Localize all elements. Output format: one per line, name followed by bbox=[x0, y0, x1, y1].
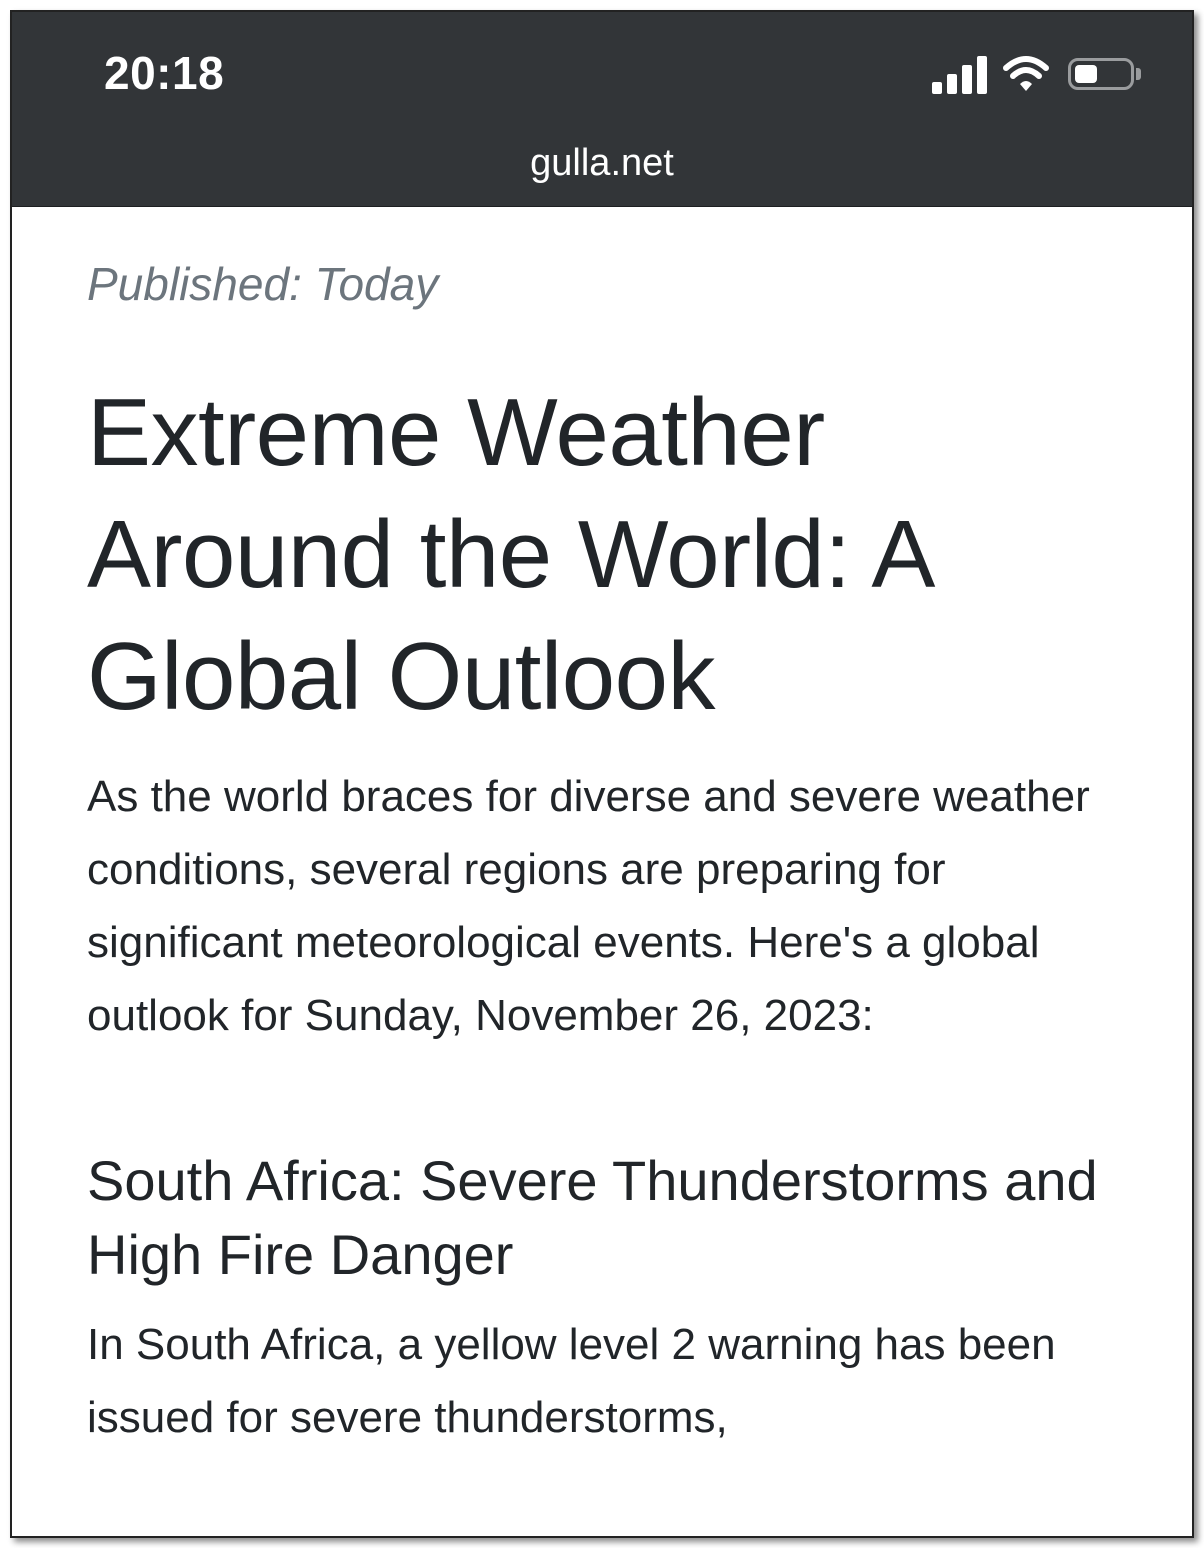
battery-icon bbox=[1068, 58, 1134, 90]
published-label: Published: Today bbox=[87, 258, 439, 310]
browser-frame bbox=[10, 10, 1194, 1538]
article-title: Extreme Weather Around the World: A Global Outlook bbox=[87, 379, 930, 730]
status-icons bbox=[932, 54, 1152, 94]
address-bar-url[interactable]: gulla.net bbox=[530, 142, 674, 184]
section-paragraph: In South Africa, a yellow level 2 warning has been issued for severe thunderstorms, bbox=[87, 1320, 1056, 1442]
status-time: 20:18 bbox=[104, 47, 225, 99]
battery-level bbox=[1075, 65, 1097, 83]
browser-top-bar bbox=[12, 12, 1192, 207]
article-content bbox=[87, 206, 1107, 1454]
section-title: South Africa: Severe Thunderstorms and High Fire Danger bbox=[87, 1149, 1098, 1286]
article-intro: As the world braces for diverse and severe weather conditions, several regions are preparing for significant meteorological events. Here's a global outlook for Sunday, November 26, 2023: bbox=[87, 772, 1090, 1040]
signal-icon bbox=[932, 54, 988, 94]
battery-cap bbox=[1136, 68, 1141, 80]
wifi-icon bbox=[1002, 54, 1050, 94]
